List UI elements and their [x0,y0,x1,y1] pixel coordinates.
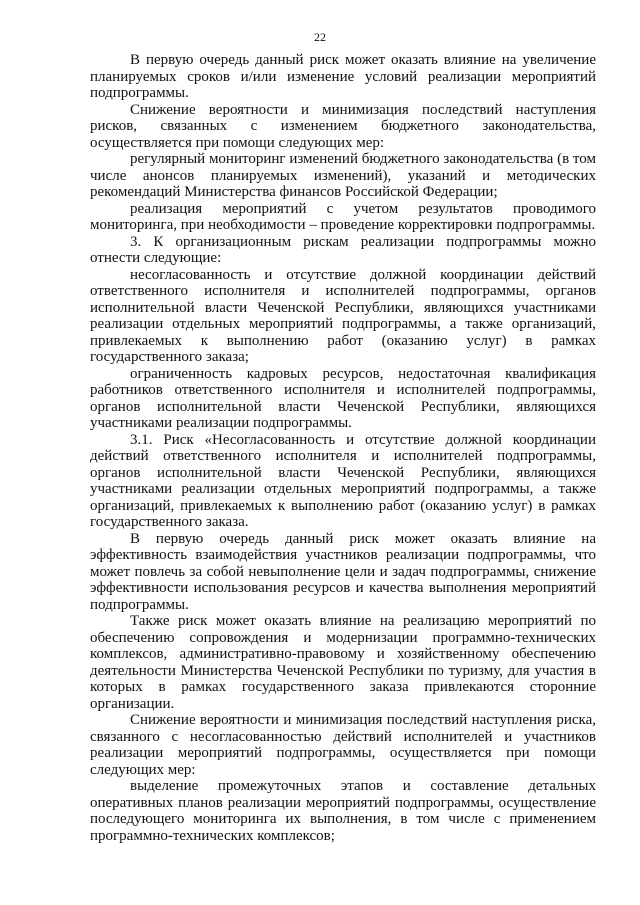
page-number: 22 [314,30,326,44]
paragraph: ограниченность кадровых ресурсов, недостаточная квалификация работников ответственного исполнителя и исполнителей подпрограммы, органов исполнительной власти Чеченской Республики, являющихся участниками реализации подпрограммы. [90,365,596,431]
paragraph: В первую очередь данный риск может оказать влияние на увеличение планируемых сроков и/или изменение условий реализации мероприятий подпрограммы. [90,52,596,101]
paragraph: В первую очередь данный риск может оказать влияние на эффективность взаимодействия участников реализации подпрограммы, что может повлечь за собой невыполнение цели и задач подпрограммы, снижение эффективности использования ресурсов и качества выполнения мероприятий подпрограммы. [90,530,596,613]
paragraph: 3.1. Риск «Несогласованность и отсутствие должной координации действий ответственного исполнителя и исполнителей подпрограммы, органов исполнительной власти Чеченской Республики, являющихся участниками реализации отдельных мероприятий подпрограммы, а также организаций, привлекаемых к выполнению работ (оказанию услуг) в рамках государственного заказа. [90,431,596,530]
paragraph: реализация мероприятий с учетом результатов проводимого мониторинга, при необходимости – проведение корректировки подпрограммы. [90,200,596,233]
paragraph: Снижение вероятности и минимизация последствий наступления риска, связанного с несогласованностью действий исполнителей и участников реализации мероприятий подпрограммы, осуществляется при помощи следующих мер: [90,712,596,778]
paragraph: несогласованность и отсутствие должной координации действий ответственного исполнителя и исполнителей подпрограммы, органов исполнительной власти Чеченской Республики, являющихся участниками реализации отдельных мероприятий подпрограммы, а также организаций, привлекаемых к выполнению работ (оказанию услуг) в рамках государственного заказа; [90,266,596,365]
document-body [90,52,596,844]
paragraph: 3. К организационным рискам реализации подпрограммы можно отнести следующие: [90,233,596,266]
paragraph: Снижение вероятности и минимизация последствий наступления рисков, связанных с изменением бюджетного законодательства, осуществляется при помощи следующих мер: [90,101,596,151]
paragraph: выделение промежуточных этапов и составление детальных оперативных планов реализации мероприятий подпрограммы, осуществление последующего мониторинга их выполнения, в том числе с применением программно-технических комплексов; [90,778,596,844]
paragraph: Также риск может оказать влияние на реализацию мероприятий по обеспечению сопровождения и модернизации программно-технических комплексов, административно-правовому и хозяйственному обеспечению деятельности Министерства Чеченской Республики по туризму, для участия в которых в рамках государственного заказа привлекаются сторонние организации. [90,613,596,712]
paragraph: регулярный мониторинг изменений бюджетного законодательства (в том числе анонсов планируемых изменений), указаний и методических рекомендаций Министерства финансов Российской Федерации; [90,151,596,200]
